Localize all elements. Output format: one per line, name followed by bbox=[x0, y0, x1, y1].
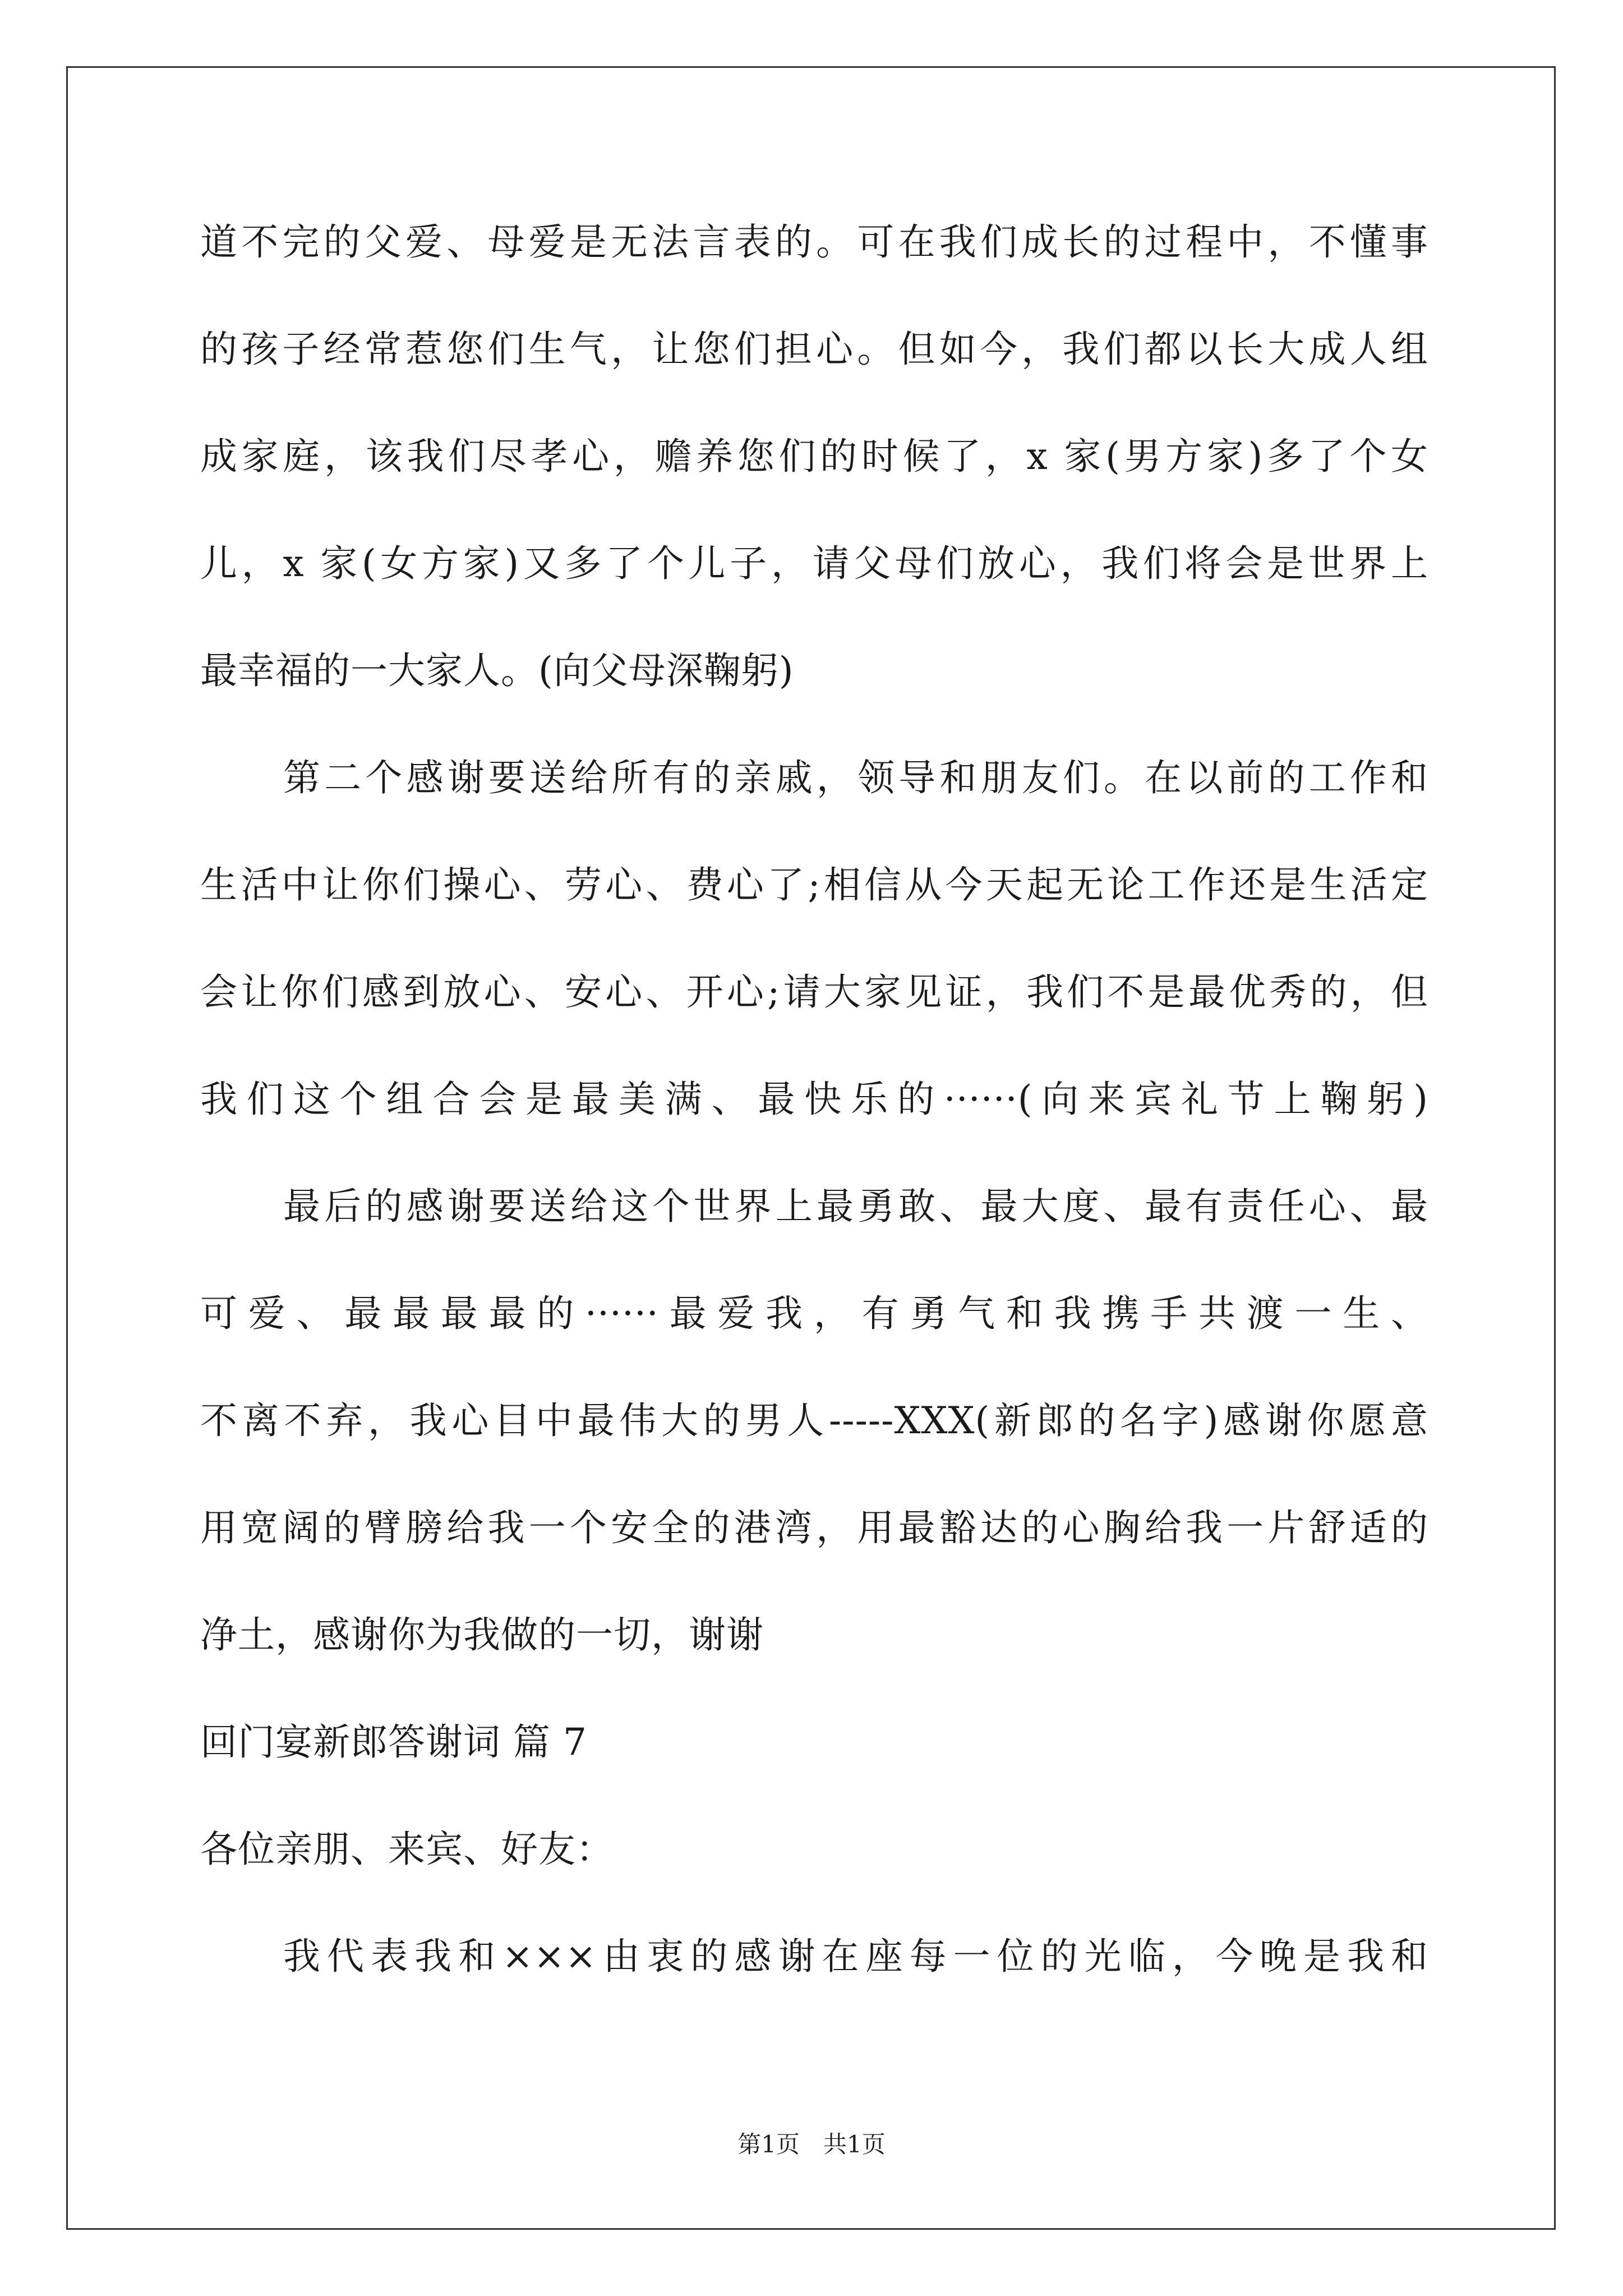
salutation: 各位亲朋、来宾、好友： bbox=[200, 1828, 614, 1871]
text-line: 的孩子经常惹您们生气，让您们担心。但如今，我们都以长大成人组 bbox=[200, 328, 1428, 371]
text-line: 不离不弃，我心目中最伟大的男人-----XXX(新郎的名字)感谢你愿意 bbox=[200, 1399, 1428, 1442]
text-line: 用宽阔的臂膀给我一个安全的港湾，用最豁达的心胸给我一片舒适的 bbox=[200, 1506, 1428, 1549]
section-heading: 回门宴新郎答谢词 篇 7 bbox=[200, 1720, 587, 1764]
text-line: 儿，x 家(女方家)又多了个儿子，请父母们放心，我们将会是世界上 bbox=[200, 542, 1428, 585]
page-footer: 第1页 共1页 bbox=[737, 2131, 886, 2158]
text-line: 净土，感谢你为我做的一切，谢谢 bbox=[200, 1613, 764, 1657]
text-line: 会让你们感到放心、安心、开心;请大家见证，我们不是最优秀的，但 bbox=[200, 970, 1428, 1014]
text-line: 我们这个组合会是最美满、最快乐的······(向来宾礼节上鞠躬) bbox=[200, 1078, 1428, 1121]
text-line: 我代表我和×××由衷的感谢在座每一位的光临，今晚是我和 bbox=[283, 1935, 1428, 1978]
text-line: 成家庭，该我们尽孝心，赡养您们的时候了，x 家(男方家)多了个女 bbox=[200, 435, 1428, 478]
text-line: 最后的感谢要送给这个世界上最勇敢、最大度、最有责任心、最 bbox=[283, 1185, 1428, 1228]
text-line: 可爱、最最最最的······最爱我，有勇气和我携手共渡一生、 bbox=[200, 1292, 1428, 1335]
text-line: 最幸福的一大家人。(向父母深鞠躬) bbox=[200, 649, 794, 692]
document-body bbox=[200, 209, 1428, 2030]
text-line: 生活中让你们操心、劳心、费心了;相信从今天起无论工作还是生活定 bbox=[200, 863, 1428, 907]
text-line: 第二个感谢要送给所有的亲戚，领导和朋友们。在以前的工作和 bbox=[283, 756, 1428, 799]
text-line: 道不完的父爱、母爱是无法言表的。可在我们成长的过程中，不懂事 bbox=[200, 220, 1428, 264]
